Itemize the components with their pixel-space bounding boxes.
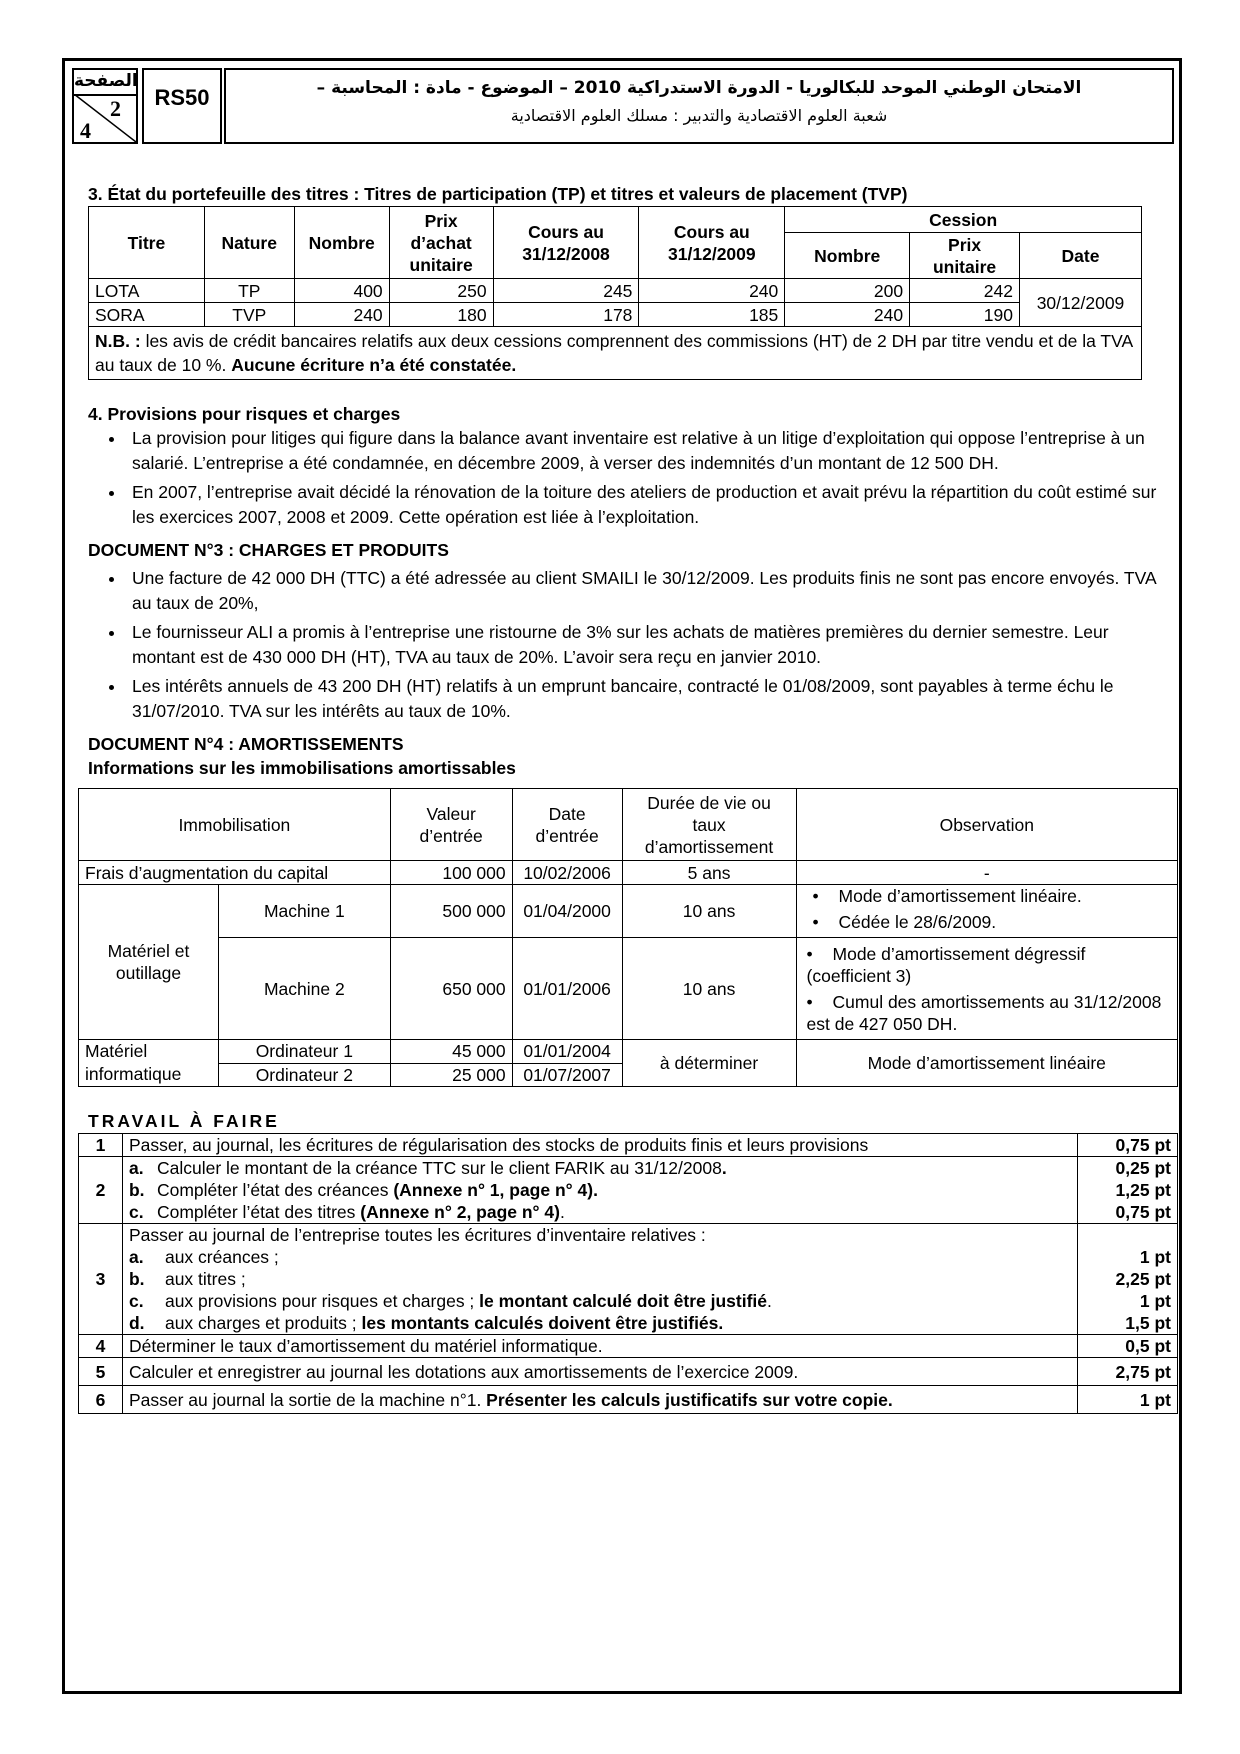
task-number: 4 [79, 1335, 123, 1358]
task-points: 1 pt [1078, 1386, 1178, 1414]
nb-label: N.B. : [95, 331, 141, 351]
cell-frais-valeur: 100 000 [390, 861, 512, 885]
col-prix-achat: Prix d’achat unitaire [389, 207, 493, 279]
cell-prix: 250 [389, 279, 493, 303]
item-end: . [767, 1291, 772, 1311]
cell-machine1-label: Machine 1 [218, 885, 390, 938]
item-text: aux créances ; [164, 1247, 279, 1267]
exam-header [72, 68, 1174, 144]
item-text: aux titres ; [164, 1269, 246, 1289]
cell-info-duree: à déterminer [622, 1040, 796, 1087]
table-row [79, 885, 1178, 938]
col-duree: Durée de vie ou taux d’amortissement [622, 789, 796, 861]
cell-machine1-duree: 10 ans [622, 885, 796, 938]
points-b: 2,25 pt [1115, 1269, 1171, 1289]
page-number-box [72, 68, 138, 144]
cell-machine2-obs [796, 938, 1177, 1040]
item-bold: (Annexe n° 1, page n° 4). [393, 1180, 598, 1200]
cell-ordi1-valeur: 45 000 [390, 1040, 512, 1064]
cell-machine1-obs [796, 885, 1177, 938]
page-label: الصفحة [74, 70, 136, 96]
col-date: Date d’entrée [512, 789, 622, 861]
nb-text: les avis de crédit bancaires relatifs aux deux cessions comprennent des commissions (HT) de 2 DH par titre vendu et de la TVA au taux de 10 %. [95, 331, 1133, 375]
item-letter: d. [128, 1313, 145, 1333]
cell-frais-obs: - [796, 861, 1177, 885]
task-points [1078, 1224, 1178, 1335]
task-text [122, 1386, 1077, 1414]
list-item: • En 2007, l’entreprise avait décidé la rénovation de la toiture des ateliers de production et avait prévu la répartition du coût estimé sur les exercices 2007, 2008 et 2009. Cette opération est liée à l’exploitation. [126, 480, 1168, 530]
document4-subtitle: Informations sur les immobilisations amortissables [88, 758, 516, 778]
item-end: . [721, 1158, 727, 1178]
item-letter: c. [128, 1202, 144, 1222]
list-item: • Mode d’amortissement linéaire. [812, 886, 1082, 906]
section4-list [88, 426, 1168, 530]
points-b: 1,25 pt [1115, 1180, 1171, 1200]
task-number: 5 [79, 1358, 123, 1386]
cell-machine1-date: 01/04/2000 [512, 885, 622, 938]
table-row [79, 1134, 1178, 1157]
task-number: 1 [79, 1134, 123, 1157]
cell-cession-nombre: 240 [785, 303, 910, 327]
travail-title: TRAVAIL À FAIRE [88, 1111, 280, 1131]
points-c: 1 pt [1139, 1291, 1171, 1311]
col-nature: Nature [204, 207, 294, 279]
cell-ordi2-valeur: 25 000 [390, 1063, 512, 1087]
obs-text: Cumul des amortissements au 31/12/2008 est de 427 050 DH. [806, 991, 1162, 1034]
item-text: Passer au journal la sortie de la machine n°1. [128, 1389, 487, 1410]
col-observation: Observation [796, 789, 1177, 861]
list-item: • Cédée le 28/6/2009. [812, 912, 997, 932]
item-bold: (Annexe n° 2, page n° 4) [360, 1202, 560, 1222]
task-number: 3 [79, 1224, 123, 1335]
item-letter: b. [128, 1269, 145, 1289]
cell-cession-prix: 190 [910, 303, 1020, 327]
table-row [79, 1358, 1178, 1386]
list-item: • Une facture de 42 000 DH (TTC) a été adressée au client SMAILI le 30/12/2009. Les produits finis ne sont pas encore envoyés. TVA au taux de 20%, [126, 566, 1168, 616]
page-content [85, 182, 1171, 1414]
nb-cell [89, 327, 1142, 380]
cell-frais-date: 10/02/2006 [512, 861, 622, 885]
cell-machine2-duree: 10 ans [622, 938, 796, 1040]
cell-cours-2008: 178 [493, 303, 639, 327]
cell-cours-2009: 185 [639, 303, 785, 327]
cell-prix: 180 [389, 303, 493, 327]
task-number: 6 [79, 1386, 123, 1414]
cell-cours-2009: 240 [639, 279, 785, 303]
section3-title: 3. État du portefeuille des titres : Titres de participation (TP) et titres et valeurs de placement (TVP) [88, 184, 908, 204]
item-letter: b. [128, 1180, 145, 1200]
cell-info-label: Matériel informatique [79, 1040, 219, 1087]
item-bold: les montants calculés doivent être justifiés. [361, 1313, 724, 1333]
item-bold: Présenter les calculs justificatifs sur votre copie. [486, 1389, 893, 1410]
item-text: Compléter l’état des titres [156, 1202, 361, 1222]
obs-text: Cédée le 28/6/2009. [838, 912, 997, 932]
list-item: • Cumul des amortissements au 31/12/2008 est de 427 050 DH. [806, 991, 1162, 1034]
cell-ordi1-label: Ordinateur 1 [218, 1040, 390, 1064]
task-points: 0,75 pt [1078, 1134, 1178, 1157]
item-letter: a. [128, 1247, 144, 1267]
document3-title: DOCUMENT N°3 : CHARGES ET PRODUITS [88, 540, 449, 560]
table-row [79, 1386, 1178, 1414]
cell-info-obs: Mode d’amortissement linéaire [796, 1040, 1177, 1087]
cell-nombre: 240 [294, 303, 389, 327]
depreciation-table [78, 788, 1178, 1087]
item-text: Calculer le montant de la créance TTC sur le client FARIK au 31/12/2008 [156, 1158, 722, 1178]
task-number: 2 [79, 1157, 123, 1224]
list-item: • La provision pour litiges qui figure dans la balance avant inventaire est relative à un litige d’exploitation qui oppose l’entreprise à un salarié. L’entreprise a été condamnée, en décembre 2009, à verser des indemnités d’un montant de 12 500 DH. [126, 426, 1168, 476]
item-intro: Passer au journal de l’entreprise toutes les écritures d’inventaire relatives : [128, 1225, 706, 1245]
cell-nature: TVP [204, 303, 294, 327]
task-points: 2,75 pt [1078, 1358, 1178, 1386]
exam-title-line1: الامتحان الوطني الموحد للبكالوريا - الدورة الاستدراكية 2010 – الموضوع - مادة : المحاسبة – [316, 78, 1082, 98]
cell-cession-date: 30/12/2009 [1020, 279, 1142, 327]
cell-ordi2-date: 01/07/2007 [512, 1063, 622, 1087]
col-nombre: Nombre [294, 207, 389, 279]
col-immobilisation: Immobilisation [79, 789, 391, 861]
table-row [79, 861, 1178, 885]
item-end: . [559, 1202, 565, 1222]
col-cession: Cession [785, 207, 1142, 233]
page-number: 2 [110, 96, 121, 121]
exam-title-line2: شعبة العلوم الاقتصادية والتدبير : مسلك العلوم الاقتصادية [510, 106, 888, 125]
col-cours-2008: Cours au 31/12/2008 [493, 207, 639, 279]
cell-machine1-valeur: 500 000 [390, 885, 512, 938]
col-titre: Titre [89, 207, 205, 279]
obs-text: Mode d’amortissement dégressif (coefficient 3) [806, 943, 1086, 986]
cell-machine2-label: Machine 2 [218, 938, 390, 1040]
obs-text: Mode d’amortissement linéaire. [838, 886, 1082, 906]
task-text: Passer, au journal, les écritures de régularisation des stocks de produits finis et leurs provisions [122, 1134, 1077, 1157]
cell-cession-prix: 242 [910, 279, 1020, 303]
col-cession-date: Date [1020, 233, 1142, 279]
task-points [1078, 1157, 1178, 1224]
cell-frais-label: Frais d’augmentation du capital [79, 861, 391, 885]
col-cession-prix: Prix unitaire [910, 233, 1020, 279]
section4-title: 4. Provisions pour risques et charges [88, 404, 401, 424]
cell-titre: LOTA [89, 279, 205, 303]
table-row [89, 303, 1142, 327]
points-a: 0,25 pt [1115, 1158, 1171, 1178]
points-a: 1 pt [1139, 1247, 1171, 1267]
cell-ordi2-label: Ordinateur 2 [218, 1063, 390, 1087]
col-valeur: Valeur d’entrée [390, 789, 512, 861]
item-letter: a. [128, 1158, 144, 1178]
cell-nature: TP [204, 279, 294, 303]
nb-bold: Aucune écriture n’a été constatée. [231, 355, 517, 375]
cell-machine2-valeur: 650 000 [390, 938, 512, 1040]
item-bold: le montant calculé doit être justifié [479, 1291, 768, 1311]
table-row [79, 1335, 1178, 1358]
nb-row [89, 327, 1142, 380]
cell-ordi1-date: 01/01/2004 [512, 1040, 622, 1064]
document4-title: DOCUMENT N°4 : AMORTISSEMENTS [88, 734, 404, 754]
item-text: aux provisions pour risques et charges ; [164, 1291, 480, 1311]
document3-list [88, 566, 1168, 724]
item-letter: c. [128, 1291, 144, 1311]
cell-machine2-date: 01/01/2006 [512, 938, 622, 1040]
task-points: 0,5 pt [1078, 1335, 1178, 1358]
table-row [79, 938, 1178, 1040]
task-text: Calculer et enregistrer au journal les dotations aux amortissements de l’exercice 2009. [122, 1358, 1077, 1386]
subject-code: RS50 [142, 68, 222, 144]
table-row [79, 1157, 1178, 1224]
cell-cession-nombre: 200 [785, 279, 910, 303]
points-c: 0,75 pt [1115, 1202, 1171, 1222]
cell-materiel-label: Matériel et outillage [79, 885, 219, 1040]
table-row [79, 1040, 1178, 1064]
cell-cours-2008: 245 [493, 279, 639, 303]
task-text: Déterminer le taux d’amortissement du matériel informatique. [122, 1335, 1077, 1358]
task-text [122, 1224, 1077, 1335]
col-cours-2009: Cours au 31/12/2009 [639, 207, 785, 279]
list-item: • Les intérêts annuels de 43 200 DH (HT) relatifs à un emprunt bancaire, contracté le 01/08/2009, sont payables à terme échu le 31/07/2010. TVA sur les intérêts au taux de 10%. [126, 674, 1168, 724]
table-row [79, 1224, 1178, 1335]
col-cession-nombre: Nombre [785, 233, 910, 279]
points-d: 1,5 pt [1125, 1313, 1171, 1333]
page-total: 4 [80, 118, 91, 143]
cell-titre: SORA [89, 303, 205, 327]
cell-frais-duree: 5 ans [622, 861, 796, 885]
tasks-table [78, 1133, 1178, 1414]
table-row [89, 279, 1142, 303]
securities-table [88, 206, 1142, 380]
list-item: • Mode d’amortissement dégressif (coefficient 3) [806, 943, 1086, 986]
list-item: • Le fournisseur ALI a promis à l’entreprise une ristourne de 3% sur les achats de matières premières du dernier semestre. Leur montant est de 430 000 DH (HT), TVA au taux de 20%. L’avoir sera reçu en janvier 2010. [126, 620, 1168, 670]
cell-nombre: 400 [294, 279, 389, 303]
exam-title-box [224, 68, 1174, 144]
item-text: aux charges et produits ; [164, 1313, 362, 1333]
task-text [122, 1157, 1077, 1224]
item-text: Compléter l’état des créances [156, 1180, 394, 1200]
